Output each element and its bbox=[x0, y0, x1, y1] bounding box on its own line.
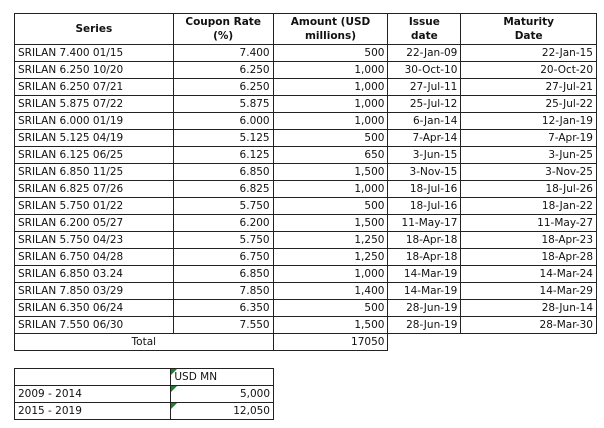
coupon-cell: 7.850 bbox=[173, 283, 273, 300]
amount-cell: 1,250 bbox=[273, 232, 388, 249]
issue-date-cell: 7-Apr-14 bbox=[388, 130, 461, 147]
header-issue-line2: date bbox=[411, 30, 438, 42]
issue-date-cell: 3-Nov-15 bbox=[388, 164, 461, 181]
total-value: 17050 bbox=[273, 334, 388, 351]
series-cell: SRILAN 6.250 07/21 bbox=[15, 79, 174, 96]
issue-date-cell: 18-Apr-18 bbox=[388, 232, 461, 249]
issue-date-cell: 30-Oct-10 bbox=[388, 62, 461, 79]
table-row bbox=[15, 62, 597, 79]
header-maturity-line1: Maturity bbox=[503, 16, 555, 28]
table-row bbox=[15, 164, 597, 181]
amount-cell: 1,250 bbox=[273, 249, 388, 266]
series-cell: SRILAN 6.000 01/19 bbox=[15, 113, 174, 130]
coupon-cell: 7.400 bbox=[173, 45, 273, 62]
coupon-cell: 6.750 bbox=[173, 249, 273, 266]
summary-period: 2009 - 2014 bbox=[15, 386, 171, 403]
summary-table bbox=[14, 368, 274, 420]
total-label: Total bbox=[15, 334, 274, 351]
table-row bbox=[15, 96, 597, 113]
table-row bbox=[15, 215, 597, 232]
summary-value-text: 12,050 bbox=[233, 405, 270, 417]
summary-header bbox=[171, 369, 274, 386]
coupon-cell: 6.200 bbox=[173, 215, 273, 232]
coupon-cell: 5.875 bbox=[173, 96, 273, 113]
amount-cell: 500 bbox=[273, 130, 388, 147]
table-row bbox=[15, 232, 597, 249]
header-amount bbox=[273, 14, 388, 45]
coupon-cell: 5.750 bbox=[173, 232, 273, 249]
amount-cell: 1,000 bbox=[273, 79, 388, 96]
coupon-cell: 6.125 bbox=[173, 147, 273, 164]
header-maturity-line2: Date bbox=[514, 30, 543, 42]
amount-cell: 500 bbox=[273, 45, 388, 62]
table-row bbox=[15, 266, 597, 283]
amount-cell: 1,500 bbox=[273, 215, 388, 232]
issue-date-cell: 18-Jul-16 bbox=[388, 181, 461, 198]
header-row bbox=[15, 14, 597, 45]
summary-value bbox=[171, 403, 274, 420]
series-cell: SRILAN 6.200 05/27 bbox=[15, 215, 174, 232]
header-issue bbox=[388, 14, 461, 45]
summary-header-blank bbox=[15, 369, 171, 386]
header-maturity bbox=[461, 14, 597, 45]
amount-cell: 1,000 bbox=[273, 96, 388, 113]
maturity-date-cell: 18-Apr-28 bbox=[461, 249, 597, 266]
summary-value-text: 5,000 bbox=[239, 388, 270, 400]
coupon-cell: 5.125 bbox=[173, 130, 273, 147]
series-cell: SRILAN 5.750 01/22 bbox=[15, 198, 174, 215]
series-cell: SRILAN 7.550 06/30 bbox=[15, 317, 174, 334]
issue-date-cell: 6-Jan-14 bbox=[388, 113, 461, 130]
maturity-date-cell: 27-Jul-21 bbox=[461, 79, 597, 96]
issue-date-cell: 22-Jan-09 bbox=[388, 45, 461, 62]
issue-date-cell: 28-Jun-19 bbox=[388, 300, 461, 317]
amount-cell: 1,000 bbox=[273, 62, 388, 79]
series-cell: SRILAN 5.875 07/22 bbox=[15, 96, 174, 113]
indicator-triangle bbox=[171, 386, 177, 392]
amount-cell: 500 bbox=[273, 198, 388, 215]
maturity-date-cell: 12-Jan-19 bbox=[461, 113, 597, 130]
series-cell: SRILAN 6.750 04/28 bbox=[15, 249, 174, 266]
maturity-date-cell: 25-Jul-22 bbox=[461, 96, 597, 113]
table-row bbox=[15, 249, 597, 266]
issue-date-cell: 3-Jun-15 bbox=[388, 147, 461, 164]
header-amount-line2: millions) bbox=[304, 30, 357, 42]
coupon-cell: 6.250 bbox=[173, 79, 273, 96]
amount-cell: 650 bbox=[273, 147, 388, 164]
maturity-date-cell: 3-Jun-25 bbox=[461, 147, 597, 164]
amount-cell: 1,000 bbox=[273, 113, 388, 130]
summary-row bbox=[15, 386, 274, 403]
indicator-triangle bbox=[171, 403, 177, 409]
table-row bbox=[15, 283, 597, 300]
table-body bbox=[15, 45, 597, 351]
amount-cell: 1,000 bbox=[273, 181, 388, 198]
total-empty bbox=[388, 334, 597, 351]
maturity-date-cell: 18-Jul-26 bbox=[461, 181, 597, 198]
maturity-date-cell: 28-Jun-14 bbox=[461, 300, 597, 317]
amount-cell: 1,000 bbox=[273, 266, 388, 283]
coupon-cell: 6.250 bbox=[173, 62, 273, 79]
header-coupon bbox=[173, 14, 273, 45]
maturity-date-cell: 3-Nov-25 bbox=[461, 164, 597, 181]
table-row bbox=[15, 300, 597, 317]
series-cell: SRILAN 6.350 06/24 bbox=[15, 300, 174, 317]
table-row bbox=[15, 317, 597, 334]
table-row bbox=[15, 198, 597, 215]
coupon-cell: 6.825 bbox=[173, 181, 273, 198]
bond-table bbox=[14, 13, 597, 351]
amount-cell: 1,500 bbox=[273, 164, 388, 181]
series-cell: SRILAN 6.825 07/26 bbox=[15, 181, 174, 198]
header-series bbox=[15, 14, 174, 45]
table-row bbox=[15, 147, 597, 164]
table-row bbox=[15, 130, 597, 147]
series-cell: SRILAN 6.850 03.24 bbox=[15, 266, 174, 283]
maturity-date-cell: 22-Jan-15 bbox=[461, 45, 597, 62]
amount-cell: 500 bbox=[273, 300, 388, 317]
amount-cell: 1,400 bbox=[273, 283, 388, 300]
series-cell: SRILAN 6.850 11/25 bbox=[15, 164, 174, 181]
amount-cell: 1,500 bbox=[273, 317, 388, 334]
summary-value bbox=[171, 386, 274, 403]
issue-date-cell: 18-Apr-18 bbox=[388, 249, 461, 266]
coupon-cell: 7.550 bbox=[173, 317, 273, 334]
series-cell: SRILAN 6.250 10/20 bbox=[15, 62, 174, 79]
header-series-label: Series bbox=[75, 23, 113, 35]
maturity-date-cell: 11-May-27 bbox=[461, 215, 597, 232]
coupon-cell: 5.750 bbox=[173, 198, 273, 215]
issue-date-cell: 25-Jul-12 bbox=[388, 96, 461, 113]
issue-date-cell: 28-Jun-19 bbox=[388, 317, 461, 334]
coupon-cell: 6.350 bbox=[173, 300, 273, 317]
issue-date-cell: 11-May-17 bbox=[388, 215, 461, 232]
header-coupon-line1: Coupon Rate bbox=[185, 16, 261, 28]
maturity-date-cell: 18-Apr-23 bbox=[461, 232, 597, 249]
coupon-cell: 6.850 bbox=[173, 266, 273, 283]
table-row bbox=[15, 45, 597, 62]
total-row bbox=[15, 334, 597, 351]
series-cell: SRILAN 6.125 06/25 bbox=[15, 147, 174, 164]
indicator-triangle bbox=[171, 369, 177, 375]
table-row bbox=[15, 79, 597, 96]
maturity-date-cell: 28-Mar-30 bbox=[461, 317, 597, 334]
summary-row bbox=[15, 403, 274, 420]
header-coupon-line2: (%) bbox=[213, 30, 234, 42]
coupon-cell: 6.850 bbox=[173, 164, 273, 181]
issue-date-cell: 27-Jul-11 bbox=[388, 79, 461, 96]
summary-period: 2015 - 2019 bbox=[15, 403, 171, 420]
maturity-date-cell: 20-Oct-20 bbox=[461, 62, 597, 79]
series-cell: SRILAN 7.400 01/15 bbox=[15, 45, 174, 62]
maturity-date-cell: 7-Apr-19 bbox=[461, 130, 597, 147]
header-amount-line1: Amount (USD bbox=[290, 16, 371, 28]
series-cell: SRILAN 5.125 04/19 bbox=[15, 130, 174, 147]
series-cell: SRILAN 5.750 04/23 bbox=[15, 232, 174, 249]
header-issue-line1: Issue bbox=[408, 16, 440, 28]
coupon-cell: 6.000 bbox=[173, 113, 273, 130]
maturity-date-cell: 18-Jan-22 bbox=[461, 198, 597, 215]
maturity-date-cell: 14-Mar-29 bbox=[461, 283, 597, 300]
summary-header-label: USD MN bbox=[174, 371, 218, 383]
issue-date-cell: 14-Mar-19 bbox=[388, 283, 461, 300]
issue-date-cell: 18-Jul-16 bbox=[388, 198, 461, 215]
summary-header-row bbox=[15, 369, 274, 386]
series-cell: SRILAN 7.850 03/29 bbox=[15, 283, 174, 300]
issue-date-cell: 14-Mar-19 bbox=[388, 266, 461, 283]
table-row bbox=[15, 113, 597, 130]
table-row bbox=[15, 181, 597, 198]
maturity-date-cell: 14-Mar-24 bbox=[461, 266, 597, 283]
